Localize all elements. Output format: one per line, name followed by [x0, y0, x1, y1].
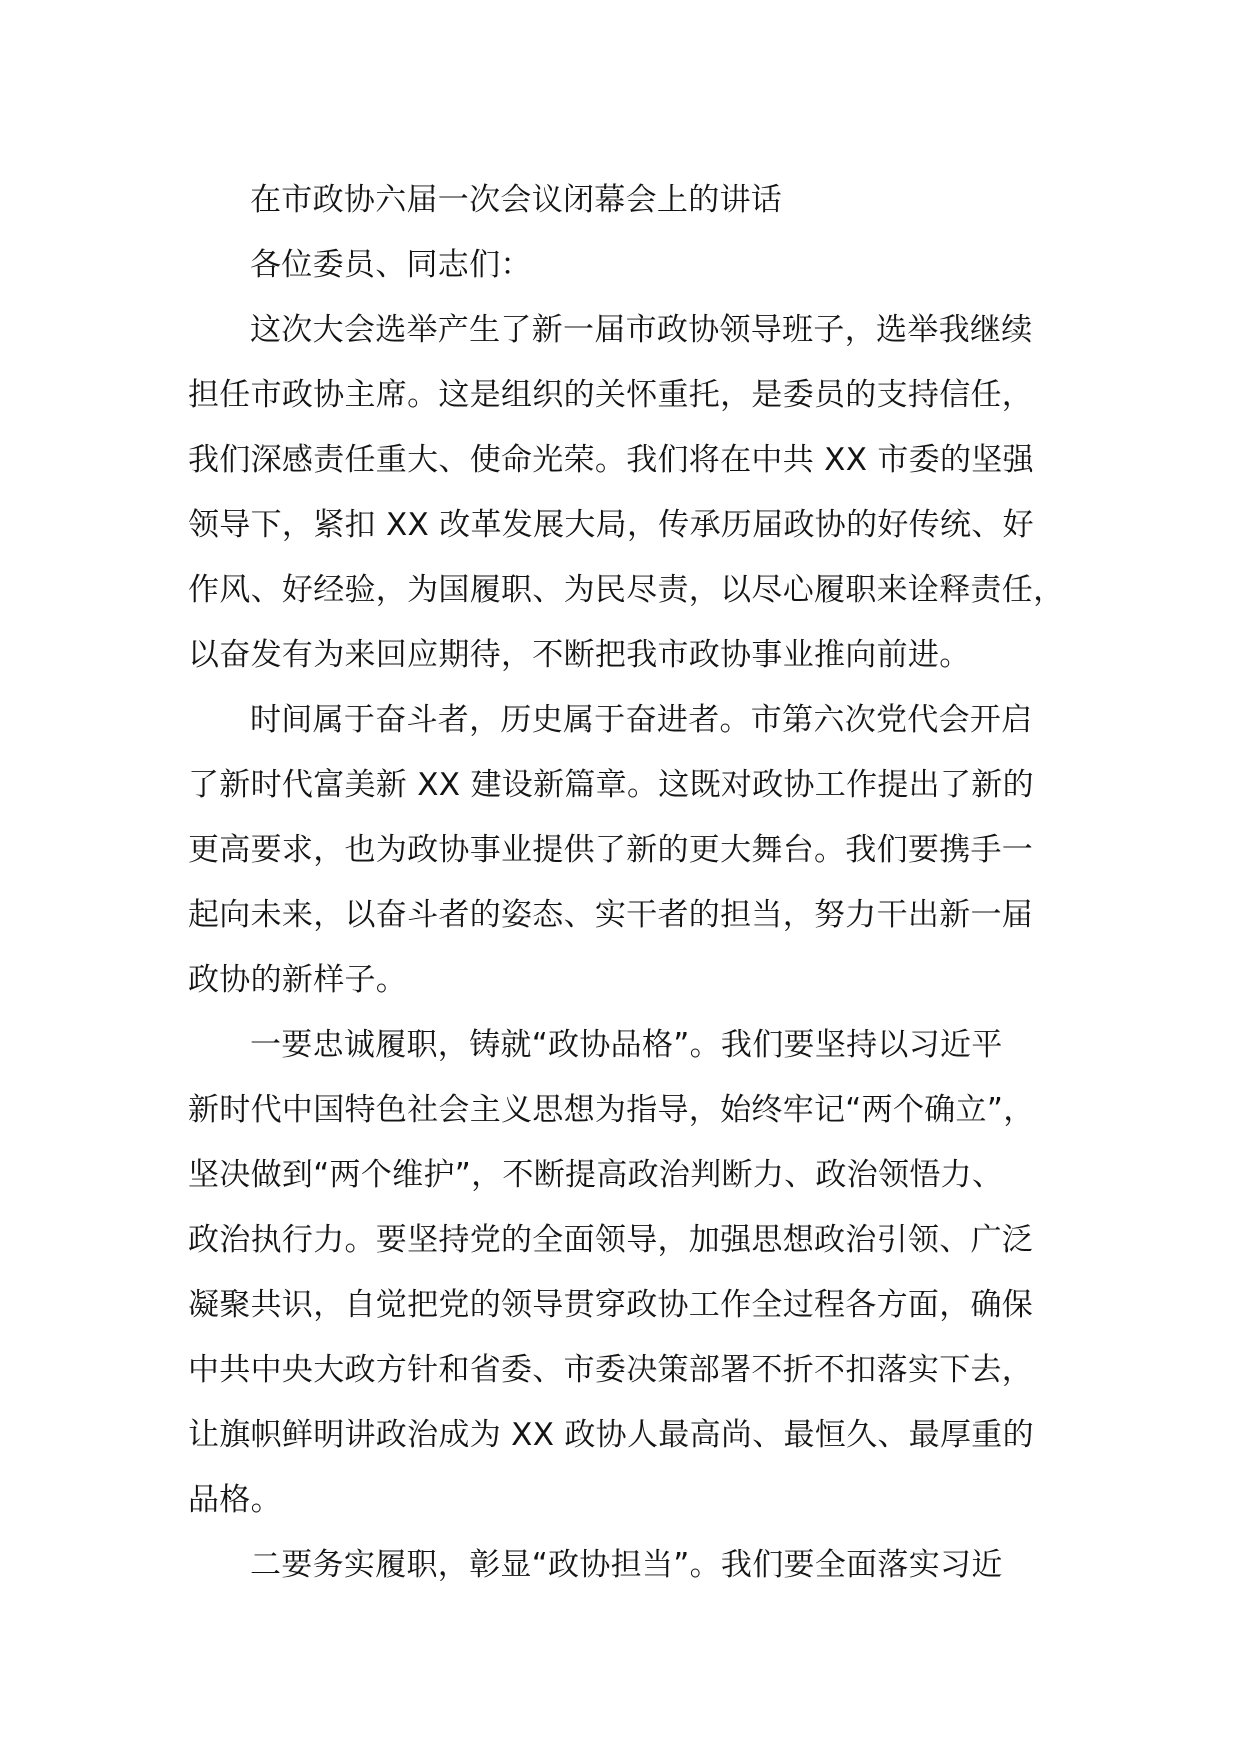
- text-line: 以奋发有为来回应期待，不断把我市政协事业推向前进。: [188, 637, 971, 673]
- text-line: 品格。: [188, 1482, 282, 1518]
- text-line: 政协的新样子。: [188, 962, 408, 998]
- text-line: 了新时代富美新 XX 建设新篇章。这既对政协工作提出了新的: [188, 767, 1034, 803]
- text-line: 新时代中国特色社会主义思想为指导，始终牢记“两个确立”，: [188, 1092, 1035, 1128]
- text-line: 这次大会选举产生了新一届市政协领导班子，选举我继续: [250, 312, 1033, 348]
- document-page: [188, 168, 1068, 1598]
- text-line: 一要忠诚履职，铸就“政协品格”。我们要坚持以习近平: [250, 1027, 1003, 1063]
- salutation: 各位委员、同志们：: [250, 247, 532, 283]
- document-title: 在市政协六届一次会议闭幕会上的讲话: [250, 182, 783, 218]
- paragraph-2: [188, 688, 1068, 1013]
- text-line: 更高要求，也为政协事业提供了新的更大舞台。我们要携手一: [188, 832, 1034, 868]
- text-line: 时间属于奋斗者，历史属于奋进者。市第六次党代会开启: [250, 702, 1033, 738]
- text-line: 我们深感责任重大、使命光荣。我们将在中共 XX 市委的坚强: [188, 442, 1034, 478]
- paragraph-1: [188, 298, 1068, 688]
- text-line: 凝聚共识，自觉把党的领导贯穿政协工作全过程各方面，确保: [188, 1287, 1034, 1323]
- text-line: 让旗帜鲜明讲政治成为 XX 政协人最高尚、最恒久、最厚重的: [188, 1417, 1034, 1453]
- text-line: 二要务实履职，彰显“政协担当”。我们要全面落实习近: [250, 1547, 1003, 1583]
- text-line: 坚决做到“两个维护”，不断提高政治判断力、政治领悟力、: [188, 1157, 1004, 1193]
- text-line: 政治执行力。要坚持党的全面领导，加强思想政治引领、广泛: [188, 1222, 1034, 1258]
- text-line: 担任市政协主席。这是组织的关怀重托，是委员的支持信任，: [188, 377, 1034, 413]
- paragraph-3: [188, 1013, 1068, 1533]
- text-line: 起向未来，以奋斗者的姿态、实干者的担当，努力干出新一届: [188, 897, 1034, 933]
- paragraph-4: [188, 1533, 1068, 1598]
- text-line: 作风、好经验，为国履职、为民尽责，以尽心履职来诠释责任，: [188, 572, 1065, 608]
- text-line: 中共中央大政方针和省委、市委决策部署不折不扣落实下去，: [188, 1352, 1034, 1388]
- text-line: 领导下，紧扣 XX 改革发展大局，传承历届政协的好传统、好: [188, 507, 1034, 543]
